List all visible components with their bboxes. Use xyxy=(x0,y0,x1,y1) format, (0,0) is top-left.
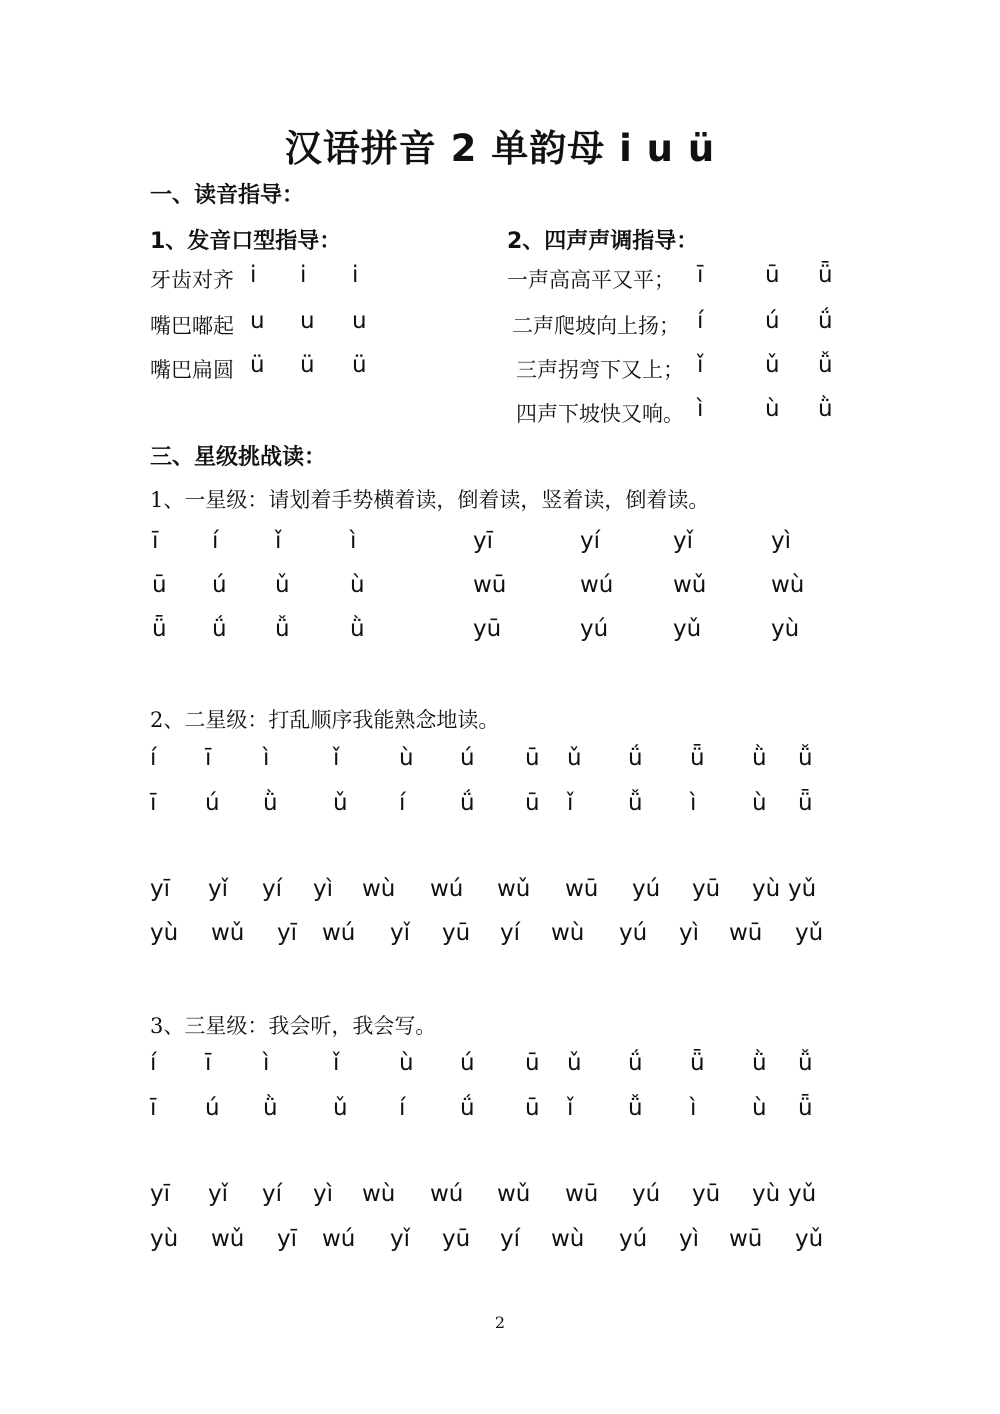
pinyin-syllable: ǐ xyxy=(275,528,282,554)
pinyin-syllable: yǐ xyxy=(208,876,229,902)
pinyin-syllable: wǔ xyxy=(211,1226,245,1252)
pinyin-syllable: wù xyxy=(362,1181,396,1207)
level1-instruction: 1、一星级：请划着手势横着读，倒着读，竖着读，倒着读。 xyxy=(150,488,710,512)
pinyin-syllable: wú xyxy=(430,1181,464,1207)
pinyin-syllable: yū xyxy=(692,1181,721,1207)
pinyin-syllable: u xyxy=(250,308,265,334)
pinyin-syllable: yǔ xyxy=(795,1226,824,1252)
pinyin-syllable: ǜ xyxy=(818,396,833,422)
pinyin-syllable: yí xyxy=(500,1226,521,1252)
pinyin-syllable: yú xyxy=(619,920,648,946)
pinyin-syllable: yú xyxy=(619,1226,648,1252)
pinyin-syllable: ū xyxy=(525,1050,540,1076)
page-number: 2 xyxy=(494,1313,506,1332)
mouth-guide-heading: 1、发音口型指导： xyxy=(150,229,342,254)
pinyin-syllable: ù xyxy=(752,1095,767,1121)
pinyin-syllable: ǐ xyxy=(567,1095,574,1121)
pinyin-syllable: ū xyxy=(525,790,540,816)
pinyin-syllable: wú xyxy=(430,876,464,902)
pinyin-syllable: ǜ xyxy=(752,745,767,771)
pinyin-syllable: yǐ xyxy=(390,920,411,946)
pinyin-syllable: yǔ xyxy=(788,1181,817,1207)
pinyin-syllable: ǜ xyxy=(263,790,278,816)
pinyin-syllable: í xyxy=(697,308,704,334)
pinyin-syllable: ī xyxy=(152,528,159,554)
pinyin-syllable: ì xyxy=(350,528,357,554)
pinyin-syllable: wù xyxy=(362,876,396,902)
pinyin-syllable: ì xyxy=(697,396,704,422)
tone-guide-heading: 2、四声声调指导： xyxy=(507,229,699,254)
pinyin-syllable: ú xyxy=(460,745,475,771)
pinyin-syllable: yì xyxy=(679,1226,700,1252)
pinyin-syllable: yù xyxy=(752,876,781,902)
pinyin-syllable: ǖ xyxy=(798,1095,813,1121)
pinyin-syllable: ú xyxy=(205,790,220,816)
page-title: 汉语拼音 2 单韵母 i u ü xyxy=(284,127,716,170)
pinyin-syllable: yù xyxy=(150,920,179,946)
pinyin-syllable: ū xyxy=(765,262,780,288)
pinyin-syllable: ǚ xyxy=(628,790,643,816)
pinyin-syllable: ǔ xyxy=(333,1095,348,1121)
pinyin-syllable: u xyxy=(300,308,315,334)
pinyin-syllable: ì xyxy=(690,1095,697,1121)
pinyin-syllable: ǘ xyxy=(460,1095,475,1121)
pinyin-syllable: yǔ xyxy=(788,876,817,902)
pinyin-syllable: yí xyxy=(262,876,283,902)
pinyin-syllable: u xyxy=(352,308,367,334)
pinyin-syllable: ǘ xyxy=(818,308,833,334)
pinyin-syllable: ǖ xyxy=(690,745,705,771)
pinyin-syllable: yǐ xyxy=(208,1181,229,1207)
pinyin-syllable: wù xyxy=(771,572,805,598)
pinyin-syllable: í xyxy=(150,745,157,771)
pinyin-syllable: yī xyxy=(150,1181,171,1207)
pinyin-syllable: yù xyxy=(752,1181,781,1207)
pinyin-syllable: ù xyxy=(399,745,414,771)
pinyin-syllable: ù xyxy=(399,1050,414,1076)
pinyin-syllable: wǔ xyxy=(497,876,531,902)
pinyin-syllable: ù xyxy=(765,396,780,422)
level3-instruction: 3、三星级：我会听，我会写。 xyxy=(150,1014,437,1038)
pinyin-syllable: ü xyxy=(352,352,367,378)
pinyin-syllable: yī xyxy=(277,920,298,946)
pinyin-syllable: ǚ xyxy=(798,1050,813,1076)
pinyin-syllable: ǖ xyxy=(818,262,833,288)
pinyin-syllable: yù xyxy=(150,1226,179,1252)
pinyin-syllable: yū xyxy=(442,1226,471,1252)
pinyin-syllable: ǔ xyxy=(333,790,348,816)
pinyin-syllable: ǚ xyxy=(798,745,813,771)
pinyin-syllable: ú xyxy=(460,1050,475,1076)
pinyin-syllable: ū xyxy=(525,1095,540,1121)
pinyin-syllable: ù xyxy=(350,572,365,598)
tone-guide-label: 二声爬坡向上扬； xyxy=(512,314,680,338)
pinyin-syllable: yǐ xyxy=(673,528,694,554)
pinyin-syllable: yǔ xyxy=(673,616,702,642)
pinyin-syllable: ǔ xyxy=(765,352,780,378)
pinyin-syllable: wú xyxy=(322,1226,356,1252)
pinyin-syllable: yù xyxy=(771,616,800,642)
pinyin-syllable: i xyxy=(352,262,359,288)
mouth-guide-label: 牙齿对齐 xyxy=(150,268,234,292)
pinyin-syllable: yì xyxy=(771,528,792,554)
pinyin-syllable: ǜ xyxy=(752,1050,767,1076)
pinyin-syllable: wú xyxy=(322,920,356,946)
pinyin-syllable: ú xyxy=(212,572,227,598)
pinyin-syllable: ǔ xyxy=(567,1050,582,1076)
pinyin-syllable: yì xyxy=(313,876,334,902)
pinyin-syllable: ī xyxy=(150,790,157,816)
pinyin-syllable: i xyxy=(300,262,307,288)
pinyin-syllable: yú xyxy=(580,616,609,642)
pinyin-syllable: í xyxy=(399,1095,406,1121)
pinyin-syllable: yí xyxy=(580,528,601,554)
pinyin-syllable: ù xyxy=(752,790,767,816)
pinyin-syllable: yī xyxy=(473,528,494,554)
pinyin-syllable: yí xyxy=(500,920,521,946)
pinyin-syllable: yì xyxy=(313,1181,334,1207)
tone-guide-label: 三声拐弯下又上； xyxy=(516,358,684,382)
pinyin-syllable: ǘ xyxy=(628,745,643,771)
mouth-guide-label: 嘴巴扁圆 xyxy=(150,358,234,382)
pinyin-syllable: í xyxy=(399,790,406,816)
pinyin-syllable: í xyxy=(212,528,219,554)
tone-guide-label: 四声下坡快又响。 xyxy=(516,402,684,426)
pinyin-syllable: ǚ xyxy=(275,616,290,642)
pinyin-syllable: wū xyxy=(729,1226,763,1252)
pinyin-syllable: ǖ xyxy=(690,1050,705,1076)
mouth-guide-label: 嘴巴嘟起 xyxy=(150,314,234,338)
pinyin-syllable: yū xyxy=(442,920,471,946)
level2-instruction: 2、二星级：打乱顺序我能熟念地读。 xyxy=(150,708,500,732)
pinyin-syllable: yú xyxy=(632,1181,661,1207)
section3-heading: 三、星级挑战读： xyxy=(150,445,327,470)
pinyin-syllable: ǜ xyxy=(263,1095,278,1121)
section1-heading: 一、读音指导： xyxy=(150,183,305,208)
pinyin-syllable: ī xyxy=(205,1050,212,1076)
pinyin-syllable: ì xyxy=(263,745,270,771)
pinyin-syllable: ǘ xyxy=(460,790,475,816)
pinyin-syllable: ǐ xyxy=(567,790,574,816)
pinyin-syllable: i xyxy=(250,262,257,288)
pinyin-syllable: ǔ xyxy=(567,745,582,771)
pinyin-syllable: ì xyxy=(263,1050,270,1076)
pinyin-syllable: ū xyxy=(152,572,167,598)
pinyin-syllable: wǔ xyxy=(673,572,707,598)
pinyin-syllable: wú xyxy=(580,572,614,598)
pinyin-syllable: yí xyxy=(262,1181,283,1207)
pinyin-syllable: ǘ xyxy=(212,616,227,642)
pinyin-syllable: ì xyxy=(690,790,697,816)
pinyin-syllable: ū xyxy=(525,745,540,771)
pinyin-syllable: í xyxy=(150,1050,157,1076)
pinyin-syllable: wù xyxy=(551,920,585,946)
pinyin-syllable: ú xyxy=(205,1095,220,1121)
pinyin-syllable: wū xyxy=(565,876,599,902)
pinyin-syllable: wǔ xyxy=(497,1181,531,1207)
pinyin-syllable: ī xyxy=(150,1095,157,1121)
pinyin-syllable: ü xyxy=(250,352,265,378)
pinyin-syllable: ǔ xyxy=(275,572,290,598)
pinyin-syllable: yì xyxy=(679,920,700,946)
pinyin-syllable: wū xyxy=(473,572,507,598)
pinyin-syllable: yī xyxy=(150,876,171,902)
pinyin-syllable: ǖ xyxy=(152,616,167,642)
pinyin-syllable: yī xyxy=(277,1226,298,1252)
pinyin-syllable: yǐ xyxy=(390,1226,411,1252)
pinyin-syllable: ǐ xyxy=(697,352,704,378)
pinyin-syllable: ǖ xyxy=(798,790,813,816)
pinyin-syllable: wù xyxy=(551,1226,585,1252)
pinyin-syllable: ǚ xyxy=(628,1095,643,1121)
pinyin-syllable: ī xyxy=(205,745,212,771)
pinyin-syllable: ú xyxy=(765,308,780,334)
pinyin-syllable: wǔ xyxy=(211,920,245,946)
pinyin-syllable: wū xyxy=(565,1181,599,1207)
pinyin-syllable: yū xyxy=(473,616,502,642)
pinyin-syllable: yú xyxy=(632,876,661,902)
pinyin-syllable: yū xyxy=(692,876,721,902)
pinyin-syllable: ü xyxy=(300,352,315,378)
pinyin-syllable: ǜ xyxy=(350,616,365,642)
pinyin-syllable: ǐ xyxy=(333,745,340,771)
pinyin-syllable: ǘ xyxy=(628,1050,643,1076)
pinyin-syllable: ī xyxy=(697,262,704,288)
pinyin-syllable: wū xyxy=(729,920,763,946)
pinyin-syllable: ǐ xyxy=(333,1050,340,1076)
pinyin-syllable: ǚ xyxy=(818,352,833,378)
pinyin-syllable: yǔ xyxy=(795,920,824,946)
tone-guide-label: 一声高高平又平； xyxy=(507,268,675,292)
